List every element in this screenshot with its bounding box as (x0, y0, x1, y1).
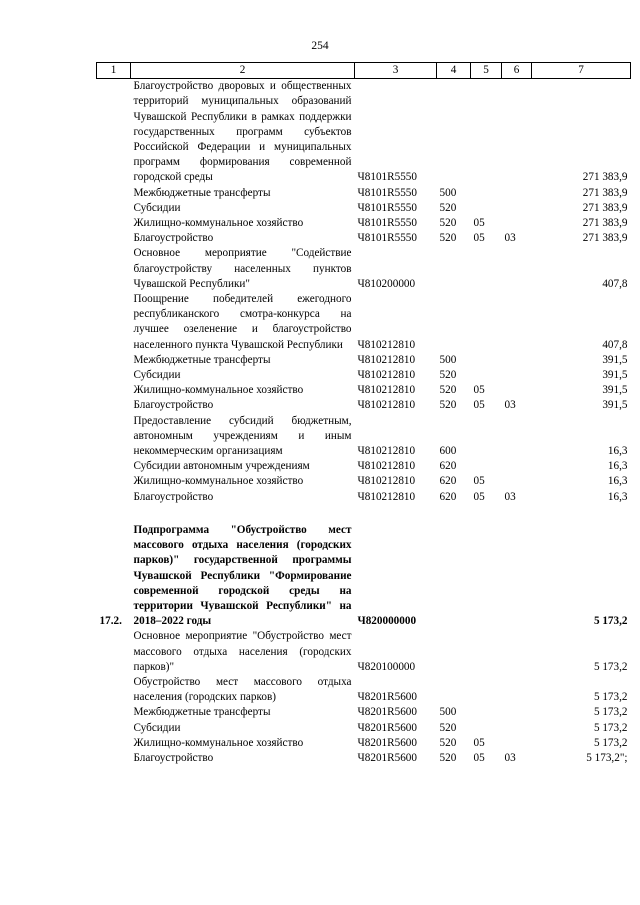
spacer-cell (97, 505, 631, 523)
header-col-3: 3 (355, 63, 437, 79)
row-section (471, 79, 502, 186)
row-expense-type (437, 79, 471, 186)
row-spacer (97, 505, 631, 523)
row-amount: 271 383,9 (582, 201, 628, 214)
row-amount: 5 173,2 (593, 736, 628, 749)
table-row (97, 474, 631, 489)
row-amount: 16,3 (607, 475, 628, 488)
row-target-code: Ч810212810 (357, 369, 416, 382)
table-row (97, 246, 631, 292)
row-target-code: Ч810212810 (357, 338, 416, 351)
row-index (97, 353, 131, 368)
row-section: 05 (473, 736, 485, 749)
row-subsection: 03 (504, 751, 516, 764)
row-name: Основное мероприятие "Содействие благоустройству населенных пунктов Чувашской Республики" (133, 247, 352, 290)
row-amount: 5 173,2 (593, 615, 628, 628)
table-row (97, 751, 631, 766)
table-row (97, 705, 631, 720)
row-target-code: Ч810212810 (357, 384, 416, 397)
row-name: Жилищно-коммунальное хозяйство (133, 475, 304, 488)
table-row (97, 231, 631, 246)
row-amount: 391,5 (602, 399, 628, 412)
row-target-code: Ч8201R5600 (357, 691, 417, 704)
row-subsection (502, 459, 532, 474)
row-index (97, 368, 131, 383)
row-section: 05 (473, 217, 485, 230)
row-subsection (502, 721, 532, 736)
row-expense-type: 620 (439, 490, 457, 503)
row-target-code: Ч810212810 (357, 399, 416, 412)
row-name: Межбюджетные трансферты (133, 186, 271, 199)
row-target-code: Ч8101R5550 (357, 186, 417, 199)
row-name: Благоустройство (133, 399, 214, 412)
row-target-code: Ч8101R5550 (357, 201, 417, 214)
row-name: Жилищно-коммунальное хозяйство (133, 384, 304, 397)
row-subsection (502, 201, 532, 216)
row-expense-type (437, 523, 471, 629)
row-index (97, 490, 131, 505)
row-section (471, 368, 502, 383)
row-target-code: Ч820100000 (357, 660, 416, 673)
row-expense-type: 520 (439, 721, 457, 734)
row-target-code: Ч8201R5600 (357, 721, 417, 734)
table-row (97, 353, 631, 368)
row-section (471, 201, 502, 216)
row-name: Субсидии (133, 721, 181, 734)
row-index (97, 629, 131, 675)
row-subsection (502, 79, 532, 186)
row-name: Жилищно-коммунальное хозяйство (133, 217, 304, 230)
row-expense-type: 520 (439, 369, 457, 382)
row-amount: 271 383,9 (582, 171, 628, 184)
row-expense-type: 500 (439, 353, 457, 366)
row-amount: 407,8 (602, 338, 628, 351)
row-name: Поощрение победителей ежегодного республиканского смотра-конкурса на лучшее озеленение и благоустройство населенного пункта Чувашской Республики (133, 293, 352, 351)
row-index (97, 231, 131, 246)
row-index (97, 186, 131, 201)
row-subsection: 03 (504, 232, 516, 245)
header-col-6: 6 (502, 63, 532, 79)
row-name: Благоустройство (133, 490, 214, 503)
row-amount: 271 383,9 (582, 232, 628, 245)
row-amount: 16,3 (607, 445, 628, 458)
row-index (97, 721, 131, 736)
row-subsection (502, 383, 532, 398)
table-row (97, 398, 631, 413)
row-subsection (502, 705, 532, 720)
row-amount: 5 173,2"; (586, 751, 628, 764)
row-subsection: 03 (504, 399, 516, 412)
row-name: Субсидии (133, 369, 181, 382)
row-expense-type: 520 (439, 384, 457, 397)
row-subsection: 03 (504, 490, 516, 503)
row-section (471, 353, 502, 368)
row-subsection (502, 292, 532, 353)
row-expense-type: 520 (439, 751, 457, 764)
row-subsection (502, 675, 532, 705)
row-name: Благоустройство (133, 751, 214, 764)
row-target-code: Ч810212810 (357, 460, 416, 473)
table-row (97, 216, 631, 231)
table-row (97, 721, 631, 736)
table-row (97, 736, 631, 751)
row-subsection (502, 186, 532, 201)
table-row (97, 383, 631, 398)
row-index (97, 246, 131, 292)
row-amount: 5 173,2 (593, 660, 628, 673)
row-subsection (502, 353, 532, 368)
row-expense-type (437, 629, 471, 675)
row-expense-type: 620 (439, 460, 457, 473)
row-expense-type: 520 (439, 232, 457, 245)
row-target-code: Ч8201R5600 (357, 736, 417, 749)
row-name: Межбюджетные трансферты (133, 353, 271, 366)
row-target-code: Ч810212810 (357, 475, 416, 488)
row-index (97, 459, 131, 474)
header-col-4: 4 (437, 63, 471, 79)
table-row (97, 201, 631, 216)
row-amount: 16,3 (607, 460, 628, 473)
row-index (97, 201, 131, 216)
row-target-code: Ч8101R5550 (357, 171, 417, 184)
table-row (97, 79, 631, 186)
row-index (97, 216, 131, 231)
row-section: 05 (473, 475, 485, 488)
row-index (97, 292, 131, 353)
row-target-code: Ч8101R5550 (357, 217, 417, 230)
row-subsection (502, 474, 532, 489)
header-col-1: 1 (97, 63, 131, 79)
row-target-code: Ч8101R5550 (357, 232, 417, 245)
row-expense-type (437, 675, 471, 705)
row-name: Жилищно-коммунальное хозяйство (133, 736, 304, 749)
row-target-code: Ч810212810 (357, 353, 416, 366)
row-amount: 5 173,2 (593, 721, 628, 734)
row-amount: 271 383,9 (582, 217, 628, 230)
table-row (97, 186, 631, 201)
row-index: 17.2. (99, 615, 122, 628)
row-section: 05 (473, 490, 485, 503)
row-index (97, 751, 131, 766)
row-target-code: Ч8201R5600 (357, 751, 417, 764)
table-row (97, 292, 631, 353)
row-amount: 407,8 (602, 277, 628, 290)
table-row (97, 368, 631, 383)
row-target-code: Ч810212810 (357, 490, 416, 503)
header-col-5: 5 (471, 63, 502, 79)
row-name: Благоустройство дворовых и общественных территорий муниципальных образований Чувашской Республики в рамках поддержки государственных программ субъектов Российской Федерации и муниципальных программ формирования современной городской среды (133, 80, 352, 184)
table-row (97, 414, 631, 460)
row-amount: 16,3 (607, 490, 628, 503)
row-section (471, 629, 502, 675)
budget-table (96, 62, 631, 766)
row-section (471, 523, 502, 629)
row-index (97, 398, 131, 413)
row-amount: 271 383,9 (582, 186, 628, 199)
row-index (97, 414, 131, 460)
row-expense-type (437, 246, 471, 292)
page-number: 254 (311, 40, 329, 52)
row-index (97, 383, 131, 398)
table-row (97, 490, 631, 505)
row-amount: 391,5 (602, 369, 628, 382)
row-subsection (502, 414, 532, 460)
row-name: Предоставление субсидий бюджетным, автономным учреждениям и иным некоммерческим организациям (133, 414, 352, 458)
row-section (471, 705, 502, 720)
table-row (97, 523, 631, 629)
row-target-code: Ч8201R5600 (357, 706, 417, 719)
row-section (471, 459, 502, 474)
row-target-code: Ч810212810 (357, 445, 416, 458)
row-name: Межбюджетные трансферты (133, 706, 271, 719)
row-section (471, 292, 502, 353)
row-index (97, 474, 131, 489)
header-col-2: 2 (131, 63, 355, 79)
row-section: 05 (473, 751, 485, 764)
row-subsection (502, 368, 532, 383)
row-expense-type (437, 292, 471, 353)
row-index (97, 736, 131, 751)
row-target-code: Ч810200000 (357, 277, 416, 290)
row-index (97, 675, 131, 705)
table-row (97, 459, 631, 474)
row-expense-type: 500 (439, 186, 457, 199)
row-subsection (502, 523, 532, 629)
row-amount: 391,5 (602, 384, 628, 397)
row-section (471, 246, 502, 292)
row-section (471, 186, 502, 201)
row-section (471, 414, 502, 460)
row-name: Субсидии (133, 201, 181, 214)
row-name: Субсидии автономным учреждениям (133, 460, 310, 473)
row-section: 05 (473, 384, 485, 397)
row-subsection (502, 736, 532, 751)
row-expense-type: 520 (439, 201, 457, 214)
row-subsection (502, 216, 532, 231)
row-expense-type: 520 (439, 217, 457, 230)
table-row (97, 675, 631, 705)
header-col-7: 7 (532, 63, 631, 79)
row-name: Основное мероприятие "Обустройство мест массового отдыха населения (городских парков)" (133, 630, 352, 673)
row-expense-type: 500 (439, 706, 457, 719)
row-section: 05 (473, 399, 485, 412)
row-expense-type: 520 (439, 736, 457, 749)
row-index (97, 79, 131, 186)
row-index (97, 705, 131, 720)
row-expense-type: 520 (439, 399, 457, 412)
row-name: Подпрограмма "Обустройство мест массового отдыха населения (городских парков)" государственной программы Чувашской Республики "Формирование современной городской среды на территории Чувашской Республики" на 2018–2022 годы (133, 523, 352, 628)
row-section (471, 721, 502, 736)
row-section (471, 675, 502, 705)
row-subsection (502, 629, 532, 675)
row-section: 05 (473, 232, 485, 245)
row-name: Благоустройство (133, 232, 214, 245)
row-amount: 5 173,2 (593, 691, 628, 704)
table-body (97, 79, 631, 766)
row-target-code: Ч820000000 (357, 615, 417, 628)
row-expense-type: 620 (439, 475, 457, 488)
row-subsection (502, 246, 532, 292)
row-amount: 5 173,2 (593, 706, 628, 719)
row-expense-type: 600 (439, 445, 457, 458)
row-amount: 391,5 (602, 353, 628, 366)
column-number-header (97, 63, 631, 79)
table-row (97, 629, 631, 675)
row-name: Обустройство мест массового отдыха населения (городских парков) (133, 675, 352, 704)
